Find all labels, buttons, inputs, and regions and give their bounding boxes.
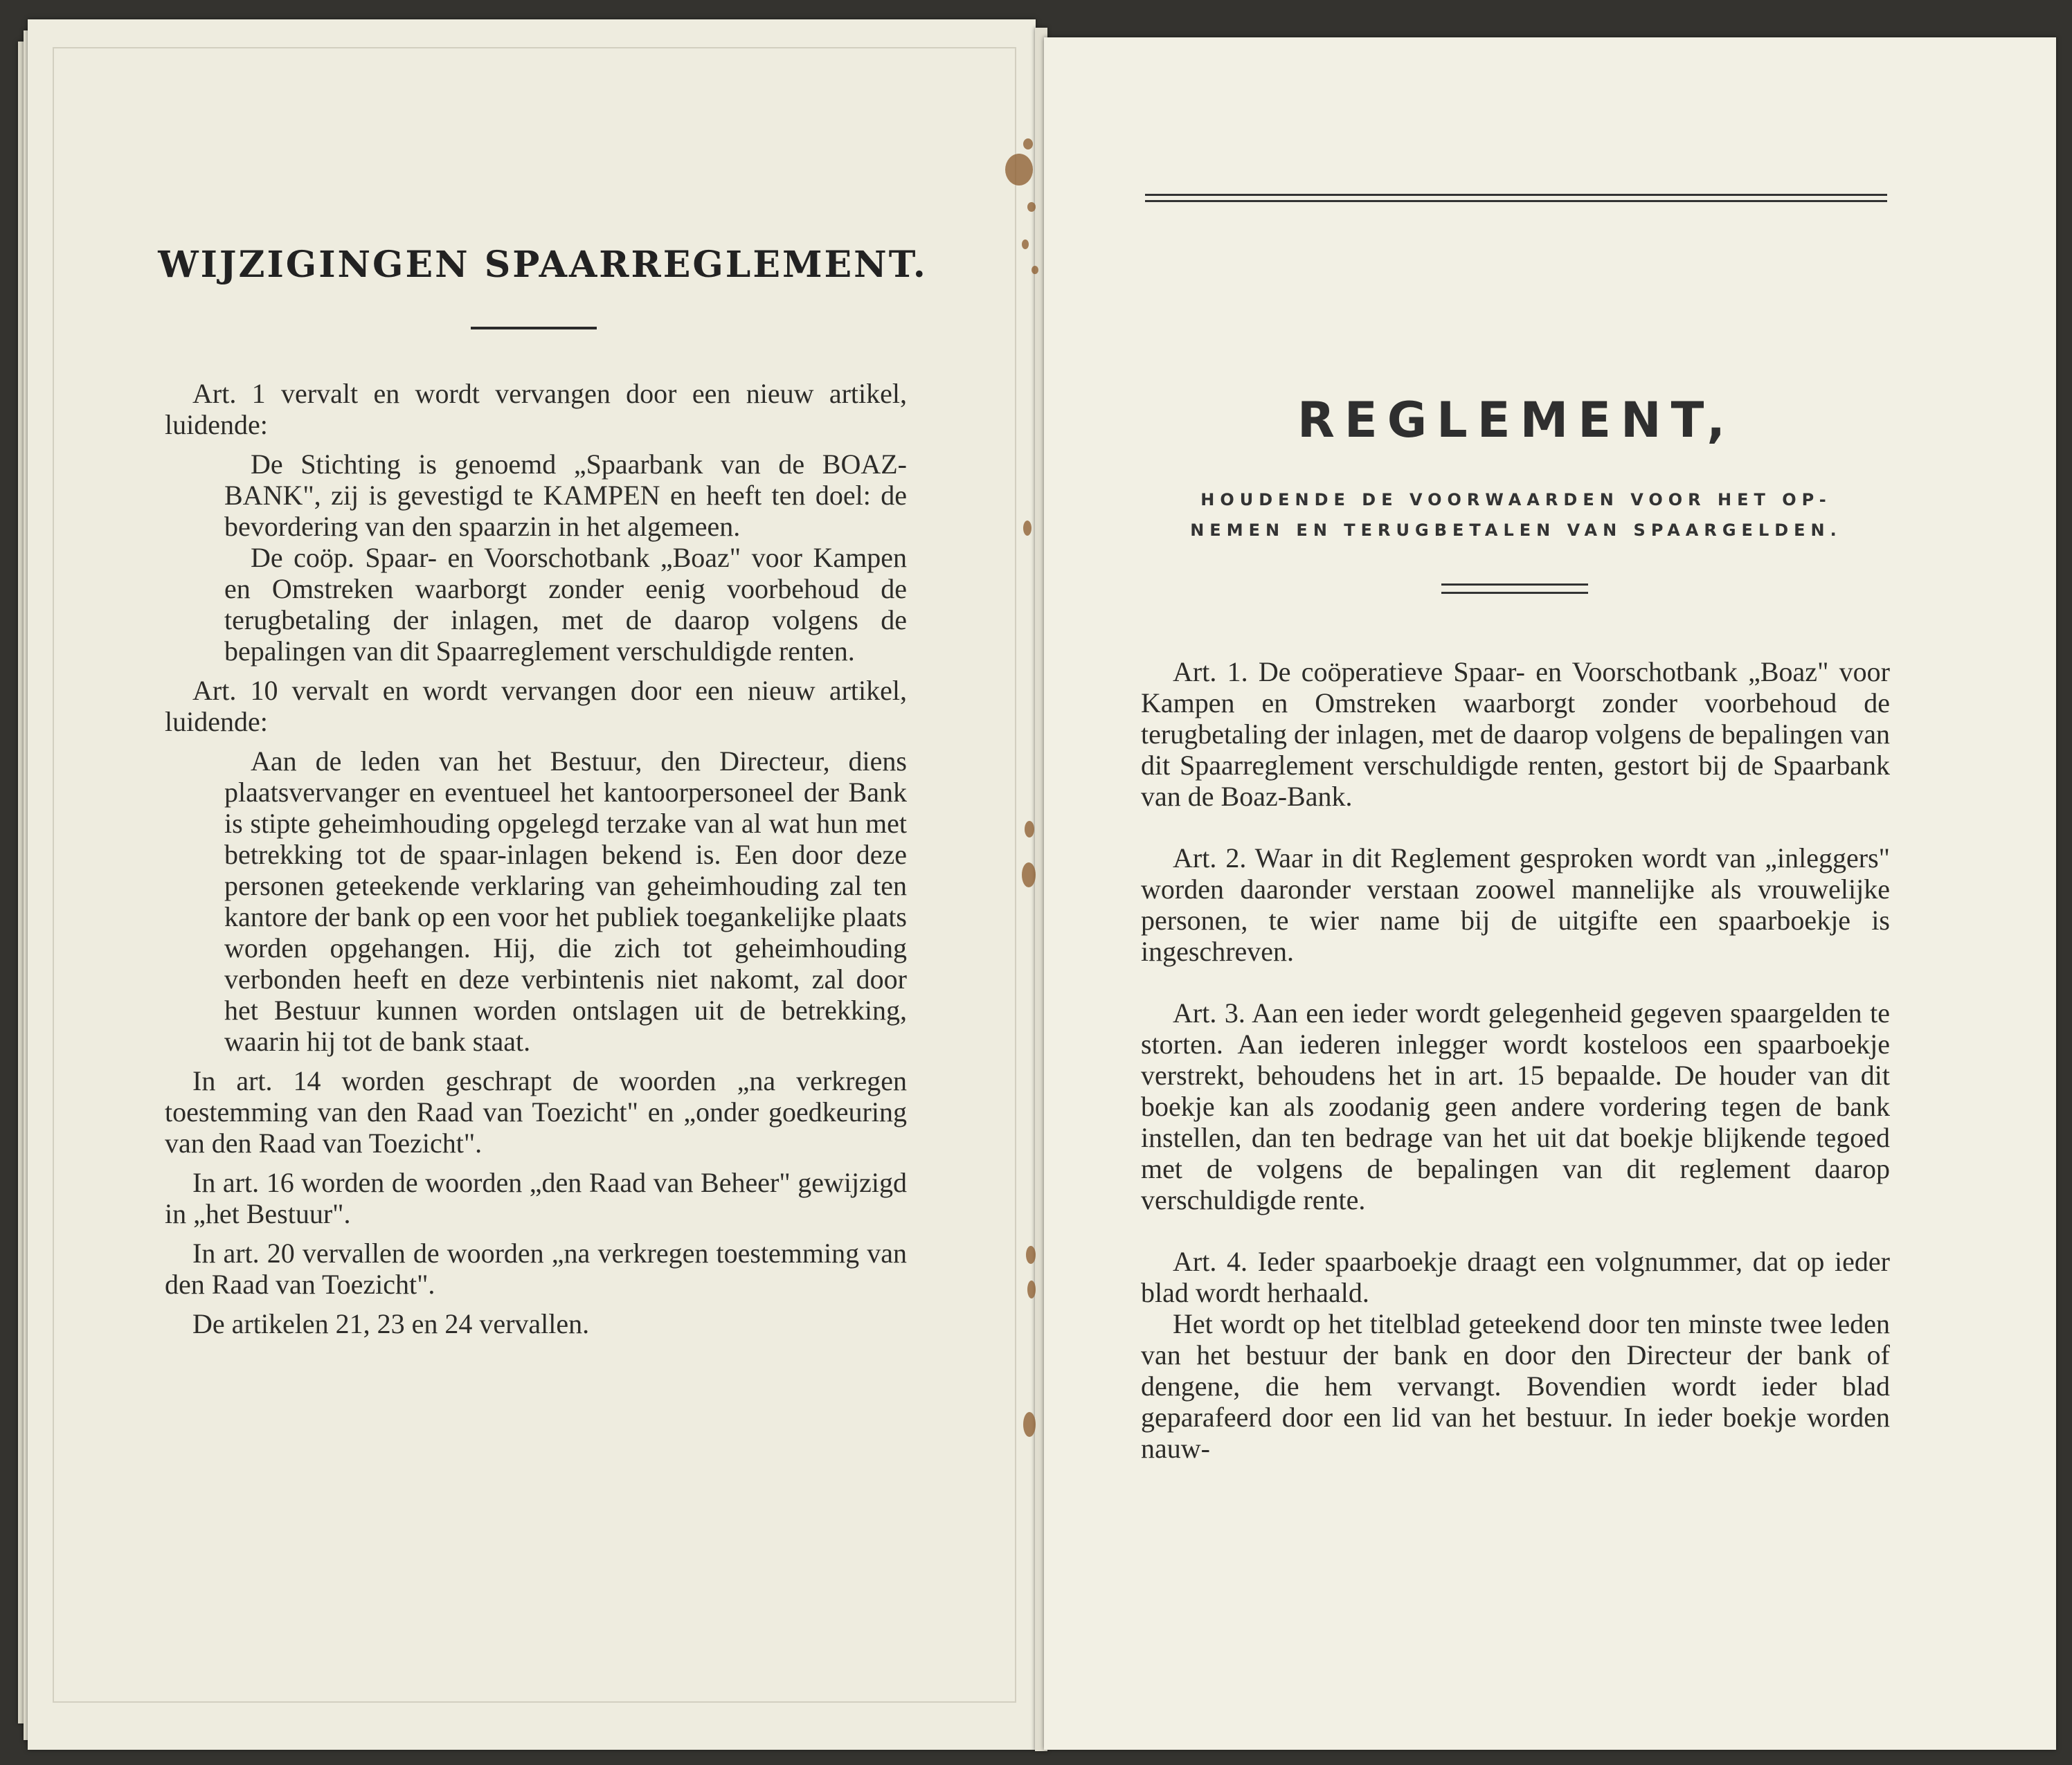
amendment-paragraph: Art. 1 vervalt en wordt vervangen door een nieuw artikel, luidende: xyxy=(165,378,907,440)
binding-stain xyxy=(1022,862,1036,887)
binding-stain xyxy=(1005,154,1033,185)
article-paragraph: Art. 4. Ieder spaarboekje draagt een volgnummer, dat op ieder blad wordt herhaald. xyxy=(1141,1246,1890,1308)
amendment-paragraph: In art. 14 worden geschrapt de woorden „na verkregen toestemming van den Raad van Toezicht" en „onder goedkeuring van den Raad van Toezicht". xyxy=(165,1065,907,1159)
binding-stain xyxy=(1023,1412,1036,1437)
binding-stain xyxy=(1026,1246,1036,1264)
binding-stain xyxy=(1027,202,1036,212)
article-paragraph: Art. 3. Aan een ieder wordt gelegenheid gegeven spaargelden te storten. Aan iederen inlegger wordt kosteloos een spaarboekje verstrekt, behoudens het in art. 15 bepaalde. De houder van dit boekje kan als zoodanig geen andere vordering tegen de bank instellen, dan ten bedrage van het uit dat boekje blijkende tegoed met de volgens de bepalingen van dit reglement daarop verschuldigde rente. xyxy=(1141,997,1890,1215)
subtitle-line: HOUDENDE DE VOORWAARDEN VOOR HET OP- xyxy=(1200,490,1832,509)
amendment-paragraph: De artikelen 21, 23 en 24 vervallen. xyxy=(192,1308,590,1339)
article-paragraph: Art. 1. De coöperatieve Spaar- en Voorschotbank „Boaz" voor Kampen en Omstreken waarborgt zonder voorbehoud de terugbetaling der inlagen, met de daarop volgens de bepalingen van dit Spaarreglement verschuldigde renten, gestort bij de Spaarbank van de Boaz-Bank. xyxy=(1141,656,1890,812)
binding-stain xyxy=(1023,521,1032,536)
amendment-paragraph: In art. 16 worden de woorden „den Raad van Beheer" gewijzigd in „het Bestuur". xyxy=(165,1167,907,1229)
right-page-title: REGLEMENT, xyxy=(1297,392,1736,449)
amendment-paragraph: In art. 20 vervallen de woorden „na verkregen toestemming van den Raad van Toezicht". xyxy=(165,1238,907,1300)
quoted-article-text: De Stichting is genoemd „Spaarbank van de BOAZ-BANK", zij is gevestigd te KAMPEN en heeft ten doel: de bevordering van den spaarzin in het algemeen. xyxy=(224,449,907,542)
regulation-body xyxy=(1141,656,1890,1464)
binding-stain xyxy=(1023,138,1033,150)
right-page-subtitle xyxy=(1145,485,1887,545)
quoted-article-text: Aan de leden van het Bestuur, den Directeur, diens plaatsvervanger en eventueel het kantoorpersoneel der Bank is stipte geheimhouding opgelegd terzake van al wat hun met betrekking tot de spaar-inlagen bekend is. Een door deze personen geteekende verklaring van geheimhouding zal ten kantore der bank op een voor het publiek toegankelijke plaats worden opgehangen. Hij, die zich tot geheimhouding verbonden heeft en deze verbintenis niet nakomt, zal door het Bestuur kunnen worden ontslagen uit de betrekking, waarin hij tot de bank staat. xyxy=(224,745,907,1057)
binding-stain xyxy=(1027,1280,1036,1298)
subtitle-line: NEMEN EN TERUGBETALEN VAN SPAARGELDEN. xyxy=(1190,521,1842,540)
quoted-article-text: De coöp. Spaar- en Voorschotbank „Boaz" voor Kampen en Omstreken waarborgt zonder eenig voorbehoud de terugbetaling der inlagen, met de daarop volgens de bepalingen van dit Spaarreglement verschuldigde renten. xyxy=(224,542,907,667)
title-rule xyxy=(471,327,597,329)
amendments-body xyxy=(165,378,907,1339)
double-rule xyxy=(1441,583,1588,594)
article-continuation: Het wordt op het titelblad geteekend door ten minste twee leden van het bestuur der bank en door den Directeur der bank of dengene, die hem vervangt. Bovendien wordt ieder blad geparafeerd door een lid van het bestuur. In ieder boekje worden nauw- xyxy=(1141,1308,1890,1464)
article-paragraph: Art. 2. Waar in dit Reglement gesproken wordt van „inleggers" worden daaronder verstaan zoowel mannelijke als vrouwelijke personen, te wier name bij de uitgifte een spaarboekje is ingeschreven. xyxy=(1141,842,1890,967)
binding-stain xyxy=(1025,821,1034,838)
amendment-paragraph: Art. 10 vervalt en wordt vervangen door een nieuw artikel, luidende: xyxy=(165,675,907,737)
double-rule xyxy=(1145,194,1887,202)
left-page-title: WIJZIGINGEN SPAARREGLEMENT. xyxy=(158,244,928,286)
